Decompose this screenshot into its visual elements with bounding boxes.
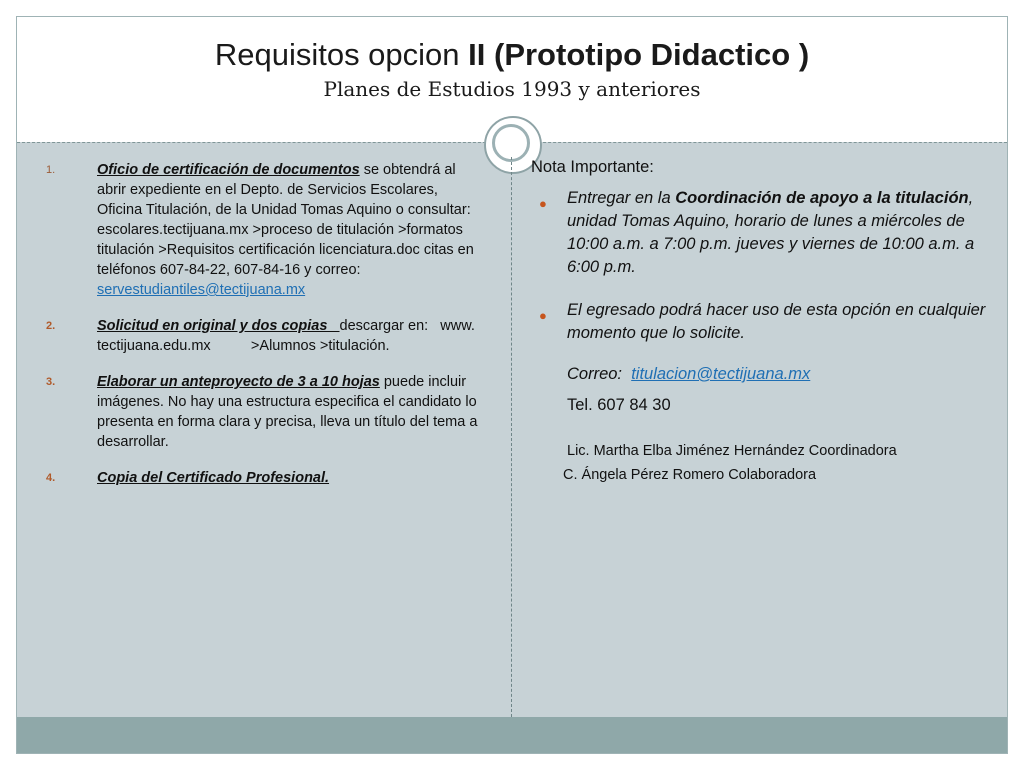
bullet-bold: Coordinación de apoyo a la titulación xyxy=(675,189,969,207)
item-heading: Elaborar un anteproyecto de 3 a 10 hojas xyxy=(97,374,380,390)
bullet-post: , unidad Tomas Aquino, horario de lunes a miércoles de 10:00 a.m. a 7:00 p.m. jueves y viernes de 10:00 a.m. a 6:00 p.m. xyxy=(567,189,975,276)
email-link[interactable]: servestudiantiles@tectijuana.mx xyxy=(97,282,306,298)
item-text: descargar en: www. tectijuana.edu.mx >Alumnos >titulación. xyxy=(97,318,479,354)
column-divider xyxy=(511,157,512,717)
page-subtitle: Planes de Estudios 1993 y anteriores xyxy=(323,77,701,101)
email-contact xyxy=(531,365,991,384)
item-number: 4. xyxy=(46,472,56,484)
note-bullet xyxy=(531,299,991,345)
item-number: 3. xyxy=(46,376,56,388)
bullet-text: El egresado podrá hacer uso de esta opción en cualquier momento que lo solicite. xyxy=(567,301,986,342)
slide xyxy=(16,16,1008,754)
footer-bar xyxy=(17,717,1007,753)
title-prefix: Requisitos opcion xyxy=(214,37,469,72)
item-number: 1. xyxy=(46,164,56,176)
title-bold: II (Prototipo Didactico ) xyxy=(468,37,810,72)
item-heading: Oficio de certificación de documentos xyxy=(97,162,360,178)
item-text: se obtendrá al abrir expediente en el Depto. de Servicios Escolares, Oficina Titulación, de la Unidad Tomas Aquino o consultar: escolares.tectijuana.mx >proceso de titulación >formatos titulación >Requisitos certificación licenciatura.doc citas en teléfonos 607-84-22, 607-84-16 y correo: xyxy=(97,162,474,278)
phone-number: Tel. 607 84 30 xyxy=(567,396,671,414)
note-bullet xyxy=(531,187,991,279)
list-item xyxy=(41,372,481,452)
collaborator-signature: C. Ángela Pérez Romero Colaboradora xyxy=(563,467,817,483)
note-heading: Nota Importante: xyxy=(531,158,654,176)
list-item xyxy=(41,160,481,300)
page-title xyxy=(17,37,1007,73)
requirements-list xyxy=(41,160,481,488)
item-number: 2. xyxy=(46,320,56,332)
requirements-column xyxy=(41,160,481,504)
bullet-dot-icon: ● xyxy=(539,308,547,323)
item-text: puede incluir imágenes. No hay una estructura especifica el candidato lo presenta en forma clara y precisa, lleva un título del tema a desarrollar. xyxy=(97,374,478,450)
list-item xyxy=(41,316,481,356)
list-item xyxy=(41,468,481,488)
coordinator-signature: Lic. Martha Elba Jiménez Hernández Coordinadora xyxy=(567,443,897,459)
bullet-pre: Entregar en la xyxy=(567,189,676,207)
item-heading: Copia del Certificado Profesional. xyxy=(97,470,330,486)
email-label: Correo: xyxy=(567,365,632,383)
note-column xyxy=(531,158,991,483)
email-link[interactable]: titulacion@tectijuana.mx xyxy=(631,365,811,383)
bullet-dot-icon: ● xyxy=(539,196,547,211)
item-heading: Solicitud en original y dos copias xyxy=(97,318,340,334)
